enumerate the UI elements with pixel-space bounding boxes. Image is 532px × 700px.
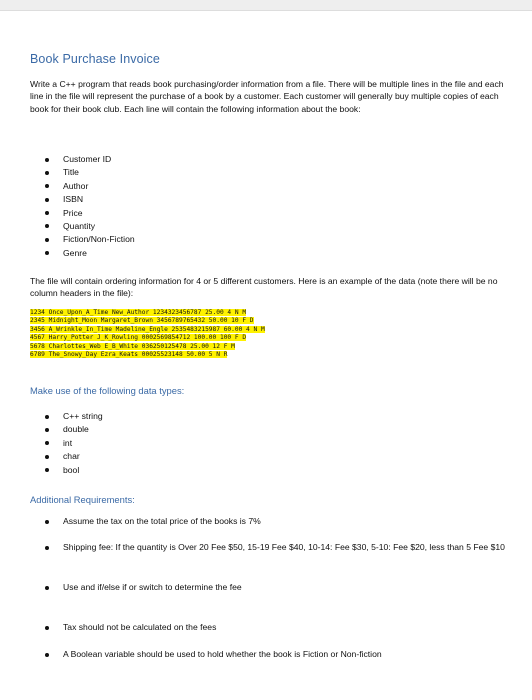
bullet-icon bbox=[45, 428, 49, 432]
list-item bbox=[38, 166, 135, 179]
bullet-icon bbox=[45, 415, 49, 419]
list-item-label: Title bbox=[63, 167, 79, 178]
bullet-icon bbox=[45, 455, 49, 459]
bullet-icon bbox=[45, 198, 49, 202]
bullet-icon bbox=[45, 184, 49, 188]
list-item-label: double bbox=[63, 424, 89, 435]
list-item bbox=[38, 220, 135, 233]
sample-line bbox=[30, 334, 265, 342]
sample-line-text: 2345 Midnight_Moon Margaret_Brown 3456789765432 50.00 10 F D bbox=[30, 317, 254, 325]
list-item bbox=[38, 233, 135, 246]
list-item bbox=[38, 193, 135, 206]
bullet-icon bbox=[45, 171, 49, 175]
field-list bbox=[38, 153, 135, 260]
bullet-icon bbox=[45, 441, 49, 445]
bullet-icon bbox=[45, 238, 49, 242]
bullet-icon bbox=[45, 251, 49, 255]
list-item bbox=[38, 450, 103, 463]
list-item-label: Use and if/else if or switch to determine the fee bbox=[63, 582, 242, 592]
list-item bbox=[38, 648, 508, 660]
list-item-label: Fiction/Non-Fiction bbox=[63, 234, 135, 245]
sample-line-text: 3456 A_Wrinkle_In_Time Madeline_Engle 2535483215987 60.00 4 N M bbox=[30, 325, 265, 333]
list-item-label: char bbox=[63, 451, 80, 462]
bullet-icon bbox=[45, 468, 49, 472]
intro-paragraph: Write a C++ program that reads book purchasing/order information from a file. There will be multiple lines in the file and each line in the file will represent the purchase of a book by a customer. Each customer will generally buy multiple copies of each book for their book club. Each line will contain the following information about the book: bbox=[30, 79, 504, 114]
bullet-icon bbox=[45, 653, 49, 657]
list-item-label: Assume the tax on the total price of the books is 7% bbox=[63, 516, 261, 526]
list-item-label: bool bbox=[63, 464, 80, 475]
data-types-list bbox=[38, 410, 103, 477]
sample-line bbox=[30, 351, 265, 359]
requirements-heading: Additional Requirements: bbox=[30, 494, 135, 505]
list-item bbox=[38, 437, 103, 450]
document-page bbox=[0, 10, 532, 700]
sample-line bbox=[30, 309, 265, 317]
sample-line-text: 4567 Harry_Potter J_K_Rowling 0002569854712 100.00 100 F D bbox=[30, 334, 247, 342]
list-item-label: Price bbox=[63, 207, 83, 218]
sample-data-block bbox=[30, 309, 265, 359]
list-item bbox=[38, 515, 508, 527]
bullet-icon bbox=[45, 211, 49, 215]
list-item bbox=[38, 247, 135, 260]
bullet-icon bbox=[45, 158, 49, 162]
bullet-icon bbox=[45, 586, 49, 590]
list-item-label: Author bbox=[63, 180, 89, 191]
data-types-heading: Make use of the following data types: bbox=[30, 385, 185, 396]
list-item bbox=[38, 207, 135, 220]
sample-line bbox=[30, 343, 265, 351]
list-item bbox=[38, 541, 508, 553]
list-item-label: A Boolean variable should be used to hold whether the book is Fiction or Non-fiction bbox=[63, 649, 382, 659]
list-item bbox=[38, 464, 103, 477]
list-item-label: int bbox=[63, 437, 73, 448]
list-item-label: ISBN bbox=[63, 194, 84, 205]
list-item-label: Genre bbox=[63, 247, 87, 258]
list-item bbox=[38, 180, 135, 193]
list-item bbox=[38, 410, 103, 423]
sample-line bbox=[30, 317, 265, 325]
sample-line bbox=[30, 326, 265, 334]
list-item bbox=[38, 581, 508, 593]
list-item-label: C++ string bbox=[63, 411, 103, 421]
list-item bbox=[38, 153, 135, 166]
list-item-label: Tax should not be calculated on the fees bbox=[63, 622, 217, 632]
sample-line-text: 1234 Once_Upon_A_Time New_Author 1234323456787 25.00 4 N M bbox=[30, 309, 247, 316]
list-item bbox=[38, 621, 508, 633]
data-intro-paragraph: The file will contain ordering information for 4 or 5 different customers. Here is an example of the data (note there will be no column headers in the file): bbox=[30, 276, 498, 299]
list-item-label: Customer ID bbox=[63, 154, 112, 164]
bullet-icon bbox=[45, 520, 49, 524]
list-item bbox=[38, 423, 103, 436]
document-title: Book Purchase Invoice bbox=[30, 52, 160, 66]
list-item-label: Shipping fee: If the quantity is Over 20 Fee $50, 15-19 Fee $40, 10-14: Fee $30, 5-10: Fee $20, less than 5 Fee $10 bbox=[63, 542, 505, 552]
bullet-icon bbox=[45, 546, 49, 550]
bullet-icon bbox=[45, 224, 49, 228]
bullet-icon bbox=[45, 626, 49, 630]
sample-line-text: 5678 Charlottes_Web E_B_White 036250125478 25.00 12 F M bbox=[30, 342, 235, 350]
list-item-label: Quantity bbox=[63, 220, 96, 231]
sample-line-text: 6789 The_Snowy_Day Ezra_Keats 00025523148 50.00 5 N R bbox=[30, 351, 228, 359]
